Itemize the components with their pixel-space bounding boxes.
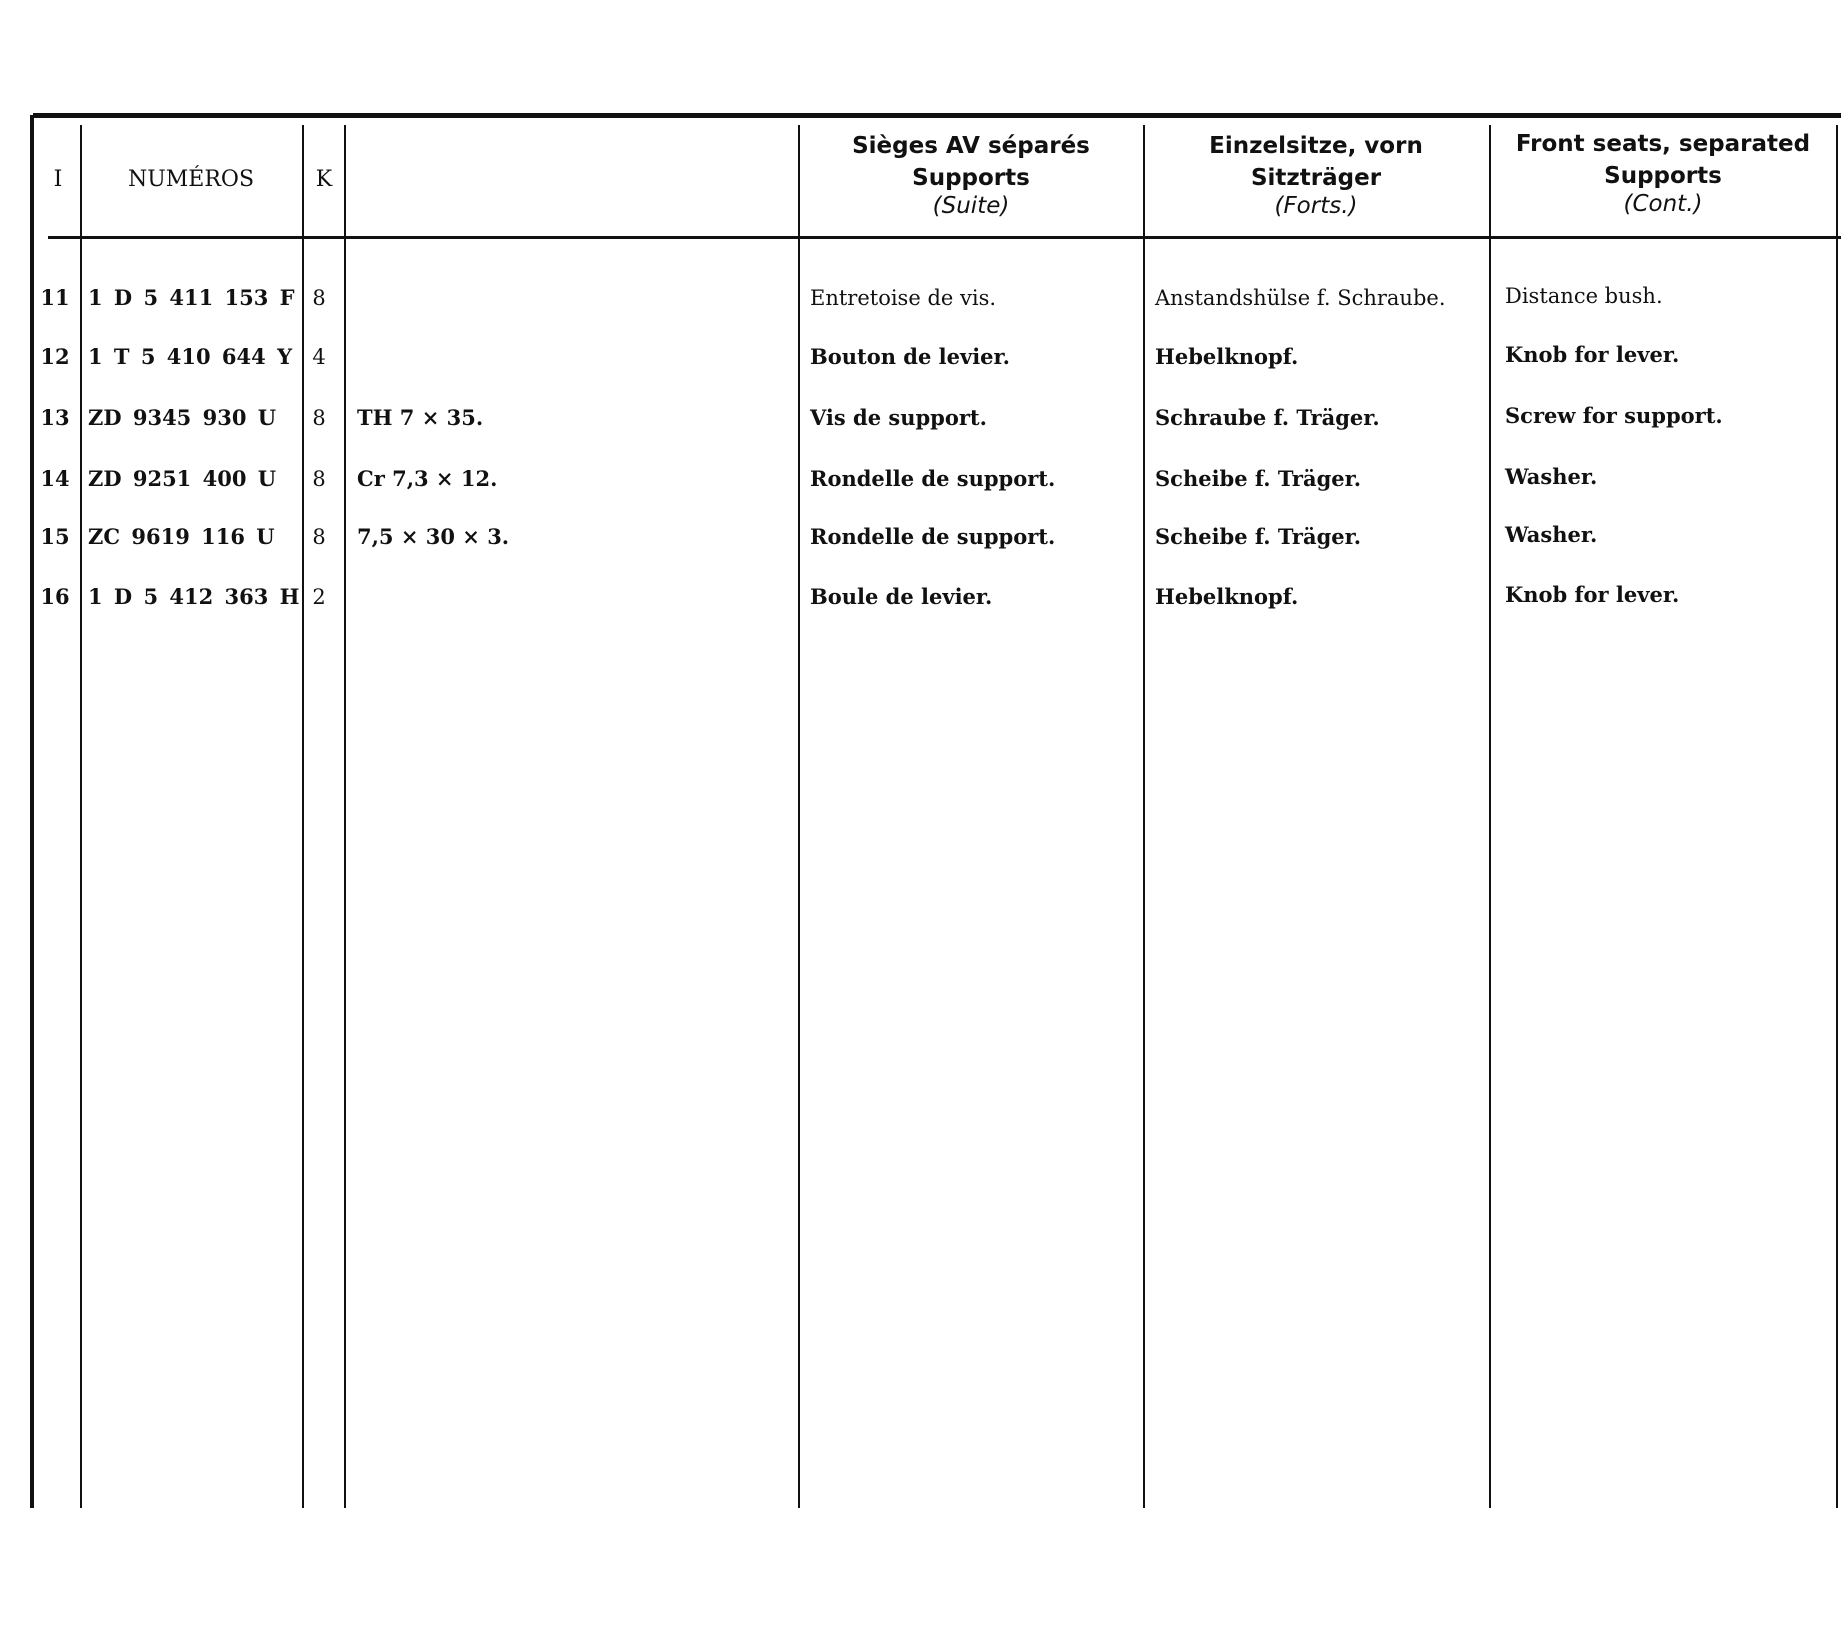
- row-dimensions: TH 7 × 35.: [357, 405, 484, 430]
- row-part-number: ZD 9251 400 U: [88, 466, 277, 491]
- header-german-cont: (Forts.): [1274, 193, 1358, 219]
- row-desc-english: Knob for lever.: [1505, 582, 1680, 607]
- header-col-numeros: [84, 125, 298, 233]
- row-desc-english: Washer.: [1505, 522, 1598, 547]
- row-index: 13: [40, 405, 70, 430]
- row-desc-french: Rondelle de support.: [810, 524, 1056, 549]
- header-german-sub: Sitzträger: [1250, 165, 1382, 191]
- header-col-k: [306, 125, 342, 233]
- column-line-numeros: [302, 125, 304, 1508]
- row-quantity: 2: [312, 585, 326, 609]
- row-dimensions: 7,5 × 30 × 3.: [357, 524, 510, 549]
- row-desc-german: Hebelknopf.: [1155, 344, 1299, 369]
- row-dimensions: Cr 7,3 × 12.: [357, 466, 498, 491]
- row-desc-english: Washer.: [1505, 464, 1598, 489]
- header-german: [1147, 130, 1485, 218]
- row-quantity: 8: [312, 406, 326, 430]
- row-desc-french: Boule de levier.: [810, 584, 993, 609]
- row-desc-french: Vis de support.: [810, 405, 987, 430]
- row-part-number: ZD 9345 930 U: [88, 405, 277, 430]
- row-quantity: 8: [312, 525, 326, 549]
- column-line-i: [80, 125, 82, 1508]
- row-part-number: 1 D 5 412 363 H: [88, 584, 300, 609]
- row-part-number: 1 D 5 411 153 F: [88, 285, 295, 310]
- row-desc-german: Anstandshülse f. Schraube.: [1155, 286, 1446, 310]
- row-index: 11: [40, 285, 70, 310]
- table-top-rule: [33, 113, 1841, 118]
- header-english: [1493, 128, 1833, 216]
- row-desc-german: Schraube f. Träger.: [1155, 405, 1380, 430]
- column-line-german: [1489, 125, 1491, 1508]
- header-french-title: Sièges AV séparés: [852, 133, 1090, 159]
- row-quantity: 8: [312, 467, 326, 491]
- row-index: 12: [40, 344, 70, 369]
- header-french-sub: Supports: [912, 165, 1030, 191]
- row-index: 15: [40, 524, 70, 549]
- header-english-title: Front seats, separated: [1515, 131, 1811, 157]
- row-desc-french: Entretoise de vis.: [810, 286, 997, 310]
- column-line-dimensions: [798, 125, 800, 1508]
- header-french-cont: (Suite): [932, 193, 1010, 219]
- header-german-title: Einzelsitze, vorn: [1209, 133, 1423, 159]
- row-quantity: 4: [312, 345, 326, 369]
- row-desc-english: Knob for lever.: [1505, 342, 1680, 367]
- column-line-english: [1836, 125, 1838, 1508]
- row-desc-english: Screw for support.: [1505, 403, 1723, 428]
- row-quantity: 8: [312, 286, 326, 310]
- row-index: 16: [40, 584, 70, 609]
- column-line-k: [344, 125, 346, 1508]
- row-desc-french: Bouton de levier.: [810, 344, 1010, 369]
- row-desc-german: Scheibe f. Träger.: [1155, 466, 1362, 491]
- row-part-number: 1 T 5 410 644 Y: [88, 344, 293, 369]
- row-desc-english: Distance bush.: [1505, 284, 1663, 308]
- column-line-left-border: [30, 115, 34, 1508]
- header-bottom-rule: [48, 236, 1841, 239]
- row-desc-french: Rondelle de support.: [810, 466, 1056, 491]
- header-english-cont: (Cont.): [1623, 191, 1703, 217]
- row-part-number: ZC 9619 116 U: [88, 524, 275, 549]
- row-desc-german: Hebelknopf.: [1155, 584, 1299, 609]
- header-french: [802, 130, 1140, 218]
- header-col-i-label: I: [53, 166, 63, 192]
- row-desc-german: Scheibe f. Träger.: [1155, 524, 1362, 549]
- row-index: 14: [40, 466, 70, 491]
- header-english-sub: Supports: [1604, 163, 1722, 189]
- header-col-i: [40, 125, 76, 233]
- column-line-french: [1143, 125, 1145, 1508]
- header-col-numeros-label: NUMÉROS: [127, 166, 255, 192]
- header-col-k-label: K: [315, 166, 333, 192]
